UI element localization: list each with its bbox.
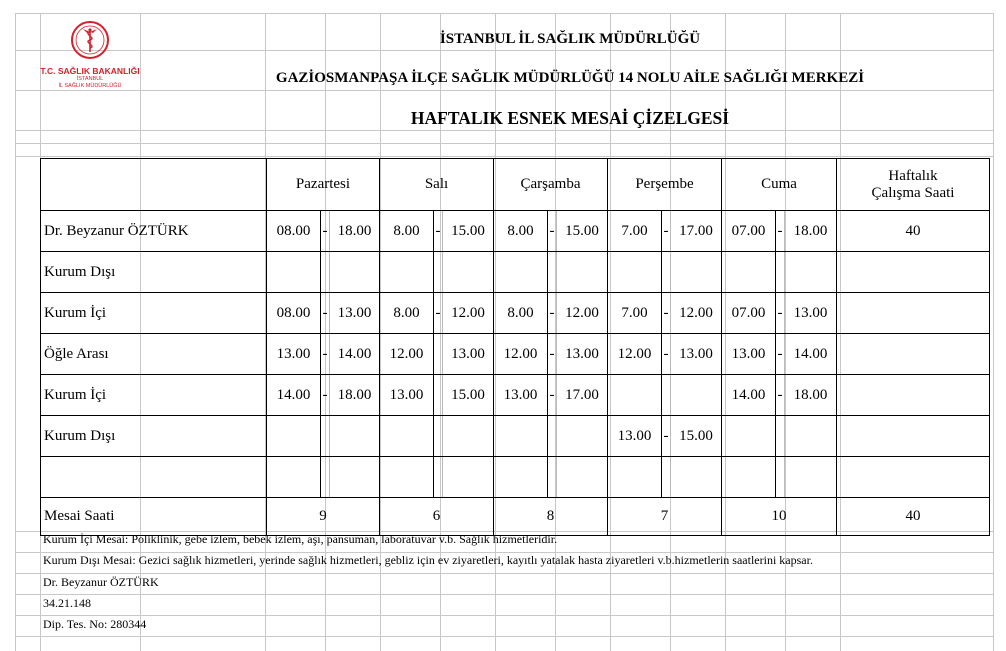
grid-line	[15, 636, 994, 637]
start-time	[608, 375, 662, 416]
day-header: Salı	[380, 159, 494, 211]
time-separator: -	[548, 375, 557, 416]
end-time: 15.00	[671, 416, 722, 457]
weekly-total	[837, 416, 990, 457]
time-separator	[662, 457, 671, 498]
start-time	[267, 457, 321, 498]
header-line-2: GAZİOSMANPAŞA İLÇE SAĞLIK MÜDÜRLÜĞÜ 14 NOLU AİLE SAĞLIĞI MERKEZİ	[275, 70, 865, 86]
time-separator: -	[321, 211, 330, 252]
start-time: 08.00	[267, 293, 321, 334]
time-separator: -	[548, 293, 557, 334]
ministry-logo	[40, 20, 140, 100]
start-time: 13.00	[608, 416, 662, 457]
start-time	[494, 457, 548, 498]
end-time	[785, 416, 837, 457]
end-time: 13.00	[330, 293, 380, 334]
time-separator	[548, 457, 557, 498]
end-time	[671, 457, 722, 498]
start-time	[267, 252, 321, 293]
end-time	[330, 252, 380, 293]
header-row	[41, 159, 990, 211]
schedule-table	[40, 158, 990, 536]
header-line-1: İSTANBUL İL SAĞLIK MÜDÜRLÜĞÜ	[439, 31, 701, 47]
end-time: 18.00	[785, 211, 837, 252]
start-time: 7.00	[608, 211, 662, 252]
end-time: 13.00	[443, 334, 494, 375]
end-time: 18.00	[330, 375, 380, 416]
start-time: 12.00	[380, 334, 434, 375]
time-separator: -	[321, 293, 330, 334]
end-time	[443, 252, 494, 293]
weekly-total	[837, 457, 990, 498]
time-separator	[434, 252, 443, 293]
doctor-name: Dr. Beyzanur ÖZTÜRK	[43, 575, 159, 589]
end-time: 12.00	[443, 293, 494, 334]
time-separator	[434, 416, 443, 457]
start-time: 13.00	[494, 375, 548, 416]
row-label: Kurum Dışı	[41, 416, 267, 457]
weekly-total	[837, 252, 990, 293]
time-separator: -	[662, 334, 671, 375]
start-time	[608, 252, 662, 293]
footer-label: Mesai Saati	[41, 498, 267, 536]
start-time	[380, 252, 434, 293]
time-separator: -	[434, 293, 443, 334]
row-label: Öğle Arası	[41, 334, 267, 375]
start-time: 8.00	[494, 211, 548, 252]
day-header: Pazartesi	[267, 159, 380, 211]
note-kurum-disi: Kurum Dışı Mesai: Gezici sağlık hizmetleri, yerinde sağlık hizmetleri, gebliz için ev ziyaretleri, kayıtlı yatalak hasta ziyaretleri v.b.hizmetlerin saatlerini kapsar.	[43, 553, 813, 567]
end-time: 13.00	[557, 334, 608, 375]
time-separator: -	[321, 334, 330, 375]
start-time	[494, 416, 548, 457]
time-separator	[662, 375, 671, 416]
row-label: Dr. Beyzanur ÖZTÜRK	[41, 211, 267, 252]
row-label-header	[41, 159, 267, 211]
weekly-total	[837, 375, 990, 416]
row-label: Kurum İçi	[41, 375, 267, 416]
day-header: Perşembe	[608, 159, 722, 211]
grid-line	[15, 13, 16, 651]
end-time: 17.00	[671, 211, 722, 252]
end-time	[785, 457, 837, 498]
end-time: 13.00	[785, 293, 837, 334]
table-row	[41, 252, 990, 293]
time-separator: -	[776, 334, 785, 375]
logo-sub-city: İSTANBUL	[76, 76, 104, 82]
start-time: 14.00	[267, 375, 321, 416]
time-separator	[321, 416, 330, 457]
time-separator: -	[776, 375, 785, 416]
end-time: 18.00	[330, 211, 380, 252]
grid-line	[15, 615, 994, 616]
start-time	[267, 416, 321, 457]
grid-line	[15, 90, 994, 91]
grid-line	[15, 130, 994, 131]
row-label	[41, 457, 267, 498]
start-time: 13.00	[267, 334, 321, 375]
daily-hours: 7	[608, 498, 722, 536]
end-time	[557, 416, 608, 457]
start-time	[380, 416, 434, 457]
end-time: 15.00	[443, 211, 494, 252]
grid-line	[15, 156, 994, 157]
start-time: 14.00	[722, 375, 776, 416]
row-label: Kurum İçi	[41, 293, 267, 334]
table-row	[41, 293, 990, 334]
end-time	[557, 252, 608, 293]
table-row	[41, 457, 990, 498]
start-time: 13.00	[380, 375, 434, 416]
start-time: 07.00	[722, 211, 776, 252]
end-time	[785, 252, 837, 293]
start-time: 8.00	[494, 293, 548, 334]
page-title: HAFTALIK ESNEK MESAİ ÇİZELGESİ	[410, 108, 730, 128]
caduceus-emblem-icon	[70, 20, 110, 60]
start-time	[380, 457, 434, 498]
daily-hours: 10	[722, 498, 837, 536]
end-time	[671, 375, 722, 416]
end-time	[330, 457, 380, 498]
time-separator: -	[548, 334, 557, 375]
end-time: 15.00	[557, 211, 608, 252]
weekly-hours-header-line-2: Çalışma Saati	[871, 184, 955, 201]
table-row	[41, 211, 990, 252]
time-separator	[548, 416, 557, 457]
end-time	[671, 252, 722, 293]
grid-line	[15, 50, 994, 51]
daily-hours: 6	[380, 498, 494, 536]
end-time: 15.00	[443, 375, 494, 416]
daily-hours: 8	[494, 498, 608, 536]
grid-line	[15, 13, 994, 14]
note-kurum-ici: Kurum İçi Mesai: Poliklinik, gebe izlem, bebek izlem, aşı, pansuman, laboratuvar v.b. Sağlık hizmetleridir.	[43, 532, 558, 546]
weekly-total: 40	[837, 211, 990, 252]
end-time: 14.00	[330, 334, 380, 375]
footer-row	[41, 498, 990, 536]
start-time: 07.00	[722, 293, 776, 334]
start-time: 8.00	[380, 293, 434, 334]
row-label: Kurum Dışı	[41, 252, 267, 293]
day-header: Cuma	[722, 159, 837, 211]
time-separator	[548, 252, 557, 293]
start-time	[722, 252, 776, 293]
start-time: 7.00	[608, 293, 662, 334]
time-separator	[776, 416, 785, 457]
time-separator	[662, 252, 671, 293]
end-time	[330, 416, 380, 457]
time-separator	[434, 375, 443, 416]
diploma-number: Dip. Tes. No: 280344	[43, 617, 147, 631]
time-separator: -	[776, 211, 785, 252]
start-time	[494, 252, 548, 293]
time-separator	[321, 252, 330, 293]
table-row	[41, 375, 990, 416]
time-separator	[776, 457, 785, 498]
grid-line	[15, 594, 994, 595]
time-separator: -	[776, 293, 785, 334]
time-separator	[434, 457, 443, 498]
logo-sub-directorate: İL SAĞLIK MÜDÜRLÜĞÜ	[58, 83, 122, 89]
start-time: 08.00	[267, 211, 321, 252]
end-time	[557, 457, 608, 498]
start-time: 13.00	[722, 334, 776, 375]
time-separator: -	[662, 211, 671, 252]
end-time: 12.00	[557, 293, 608, 334]
weekly-total	[837, 334, 990, 375]
weekly-hours-header-line-1: Haftalık	[888, 167, 938, 184]
time-separator	[434, 334, 443, 375]
end-time: 17.00	[557, 375, 608, 416]
time-separator	[321, 457, 330, 498]
weekly-total	[837, 293, 990, 334]
start-time: 8.00	[380, 211, 434, 252]
logo-brand-text: T.C. SAĞLIK BAKANLIĞI	[40, 66, 140, 76]
table-row	[41, 334, 990, 375]
end-time: 14.00	[785, 334, 837, 375]
time-separator: -	[434, 211, 443, 252]
grid-line	[15, 143, 994, 144]
start-time	[608, 457, 662, 498]
end-time	[443, 457, 494, 498]
start-time: 12.00	[494, 334, 548, 375]
table-row	[41, 416, 990, 457]
time-separator: -	[662, 416, 671, 457]
daily-hours: 9	[267, 498, 380, 536]
end-time: 13.00	[671, 334, 722, 375]
weekly-hours-header	[837, 159, 990, 211]
start-time	[722, 457, 776, 498]
end-time	[443, 416, 494, 457]
day-header: Çarşamba	[494, 159, 608, 211]
time-separator: -	[548, 211, 557, 252]
doctor-code: 34.21.148	[43, 596, 91, 610]
weekly-hours-total: 40	[837, 498, 990, 536]
time-separator	[776, 252, 785, 293]
start-time: 12.00	[608, 334, 662, 375]
start-time	[722, 416, 776, 457]
end-time: 12.00	[671, 293, 722, 334]
time-separator: -	[321, 375, 330, 416]
end-time: 18.00	[785, 375, 837, 416]
grid-line	[15, 573, 994, 574]
time-separator: -	[662, 293, 671, 334]
